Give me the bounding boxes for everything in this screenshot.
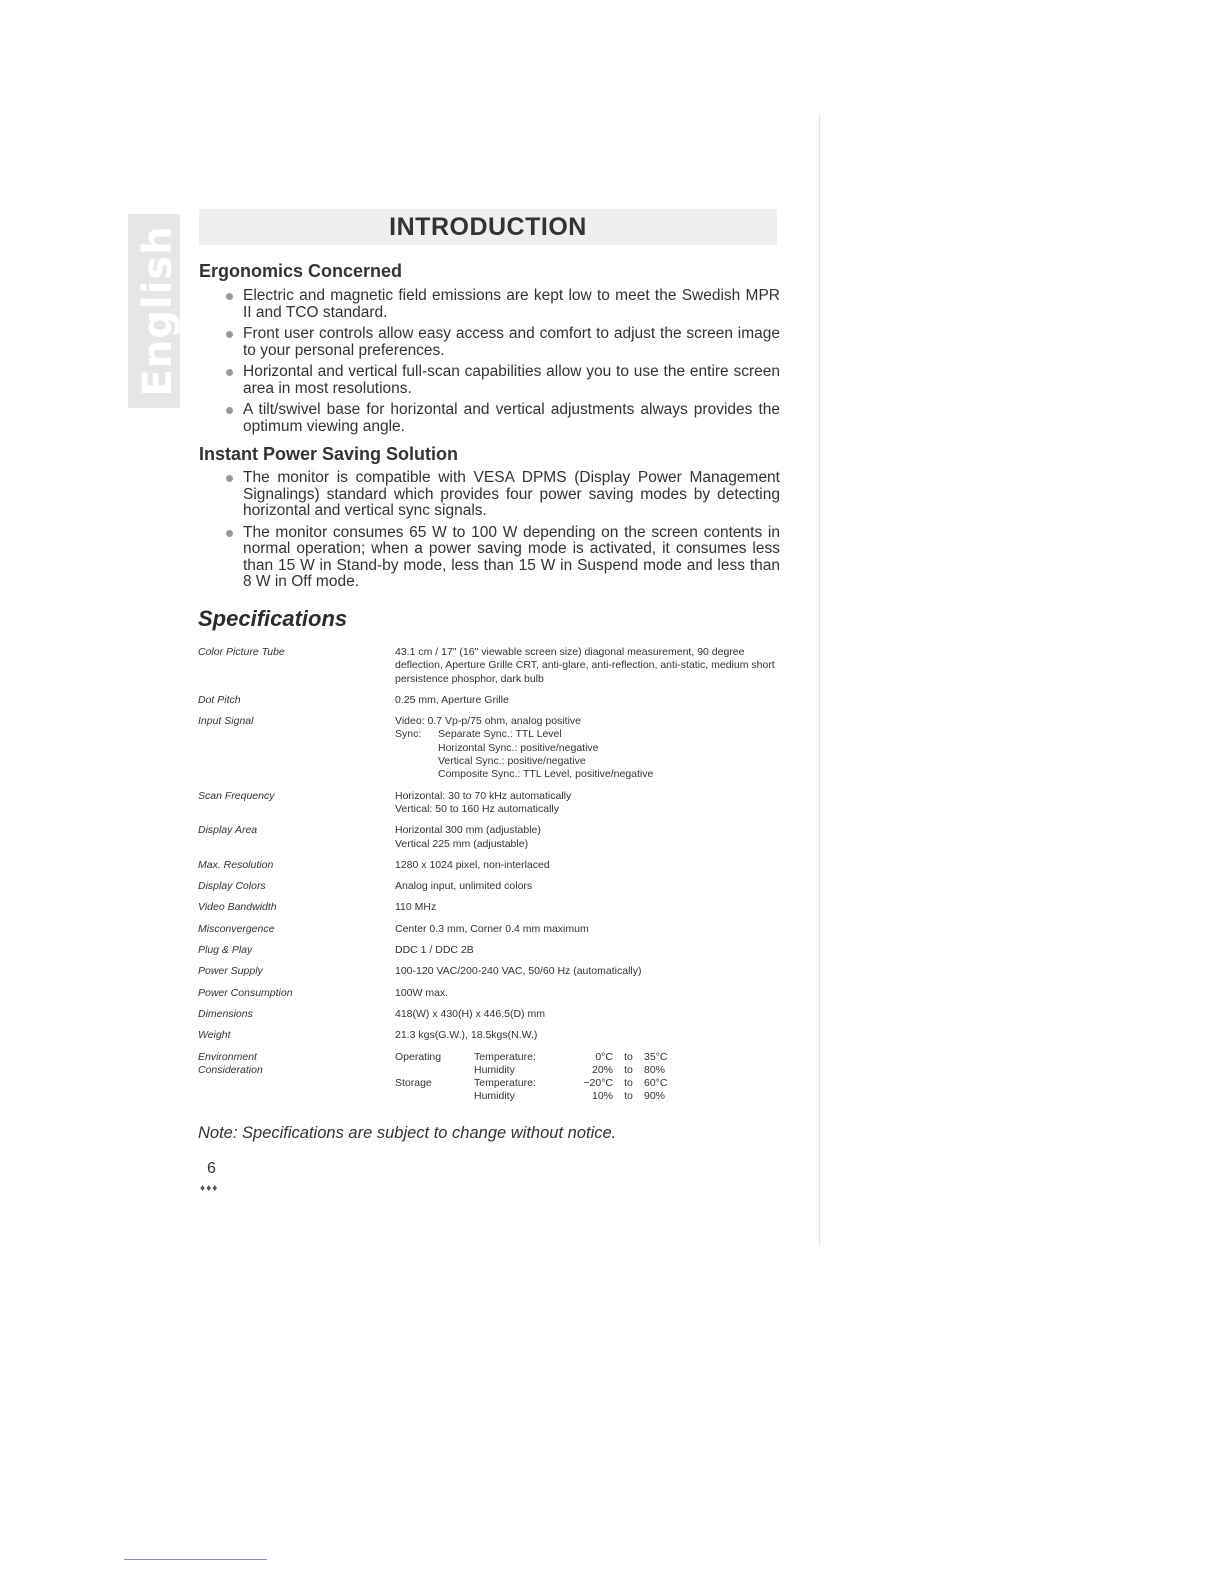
list-item: Horizontal and vertical full-scan capabilities allow you to use the entire screen area in most resolutions. — [224, 364, 780, 397]
spec-row-dimensions — [198, 1008, 780, 1021]
page-edge-rule — [819, 115, 820, 1245]
spec-label: Video Bandwidth — [198, 901, 277, 914]
list-item: A tilt/swivel base for horizontal and vertical adjustments always provides the optimum viewing angle. — [224, 402, 780, 435]
spec-label: Color Picture Tube — [198, 646, 285, 658]
environment-cell: 0°C — [595, 1050, 613, 1063]
spec-row-input-signal — [198, 715, 780, 781]
spec-label: Max. Resolution — [198, 858, 274, 871]
spec-value: DDC 1 / DDC 2B — [395, 944, 474, 957]
sync-grid: Sync: Separate Sync.: TTL Level Horizontal Sync.: positive/negative Vertical Sync.: positive/negative Composite Sync.: TTL Level, positive/negative — [395, 728, 654, 781]
spec-value: Video: 0.7 Vp-p/75 ohm, analog positive Sync: Separate Sync.: TTL Level Horizontal Sync.: positive/negative Vertical Sync.: positive/negative Composite Sync.: TTL Level, positive/negative — [395, 715, 780, 781]
environment-cell: 90% — [644, 1090, 666, 1103]
spec-value: Center 0.3 mm, Corner 0.4 mm maximum — [395, 922, 589, 935]
spec-label: Display Area — [198, 824, 258, 837]
spec-label: Dimensions — [198, 1007, 253, 1020]
environment-cell: 60°C — [644, 1077, 668, 1090]
environment-cell: Humidity — [474, 1090, 515, 1103]
spec-row-display-colors — [198, 880, 780, 893]
environment-cell: 35°C — [644, 1050, 668, 1063]
power-saving-list — [224, 470, 780, 596]
spec-value: Horizontal: 30 to 70 kHz automatically Vertical: 50 to 160 Hz automatically — [395, 789, 572, 815]
environment-cell: −20°C — [583, 1077, 613, 1090]
ergonomics-list — [224, 288, 780, 440]
specifications-heading: Specifications — [198, 606, 348, 631]
spec-row-picture-tube — [198, 646, 780, 686]
spec-value: 100-120 VAC/200-240 VAC, 50/60 Hz (automatically) — [395, 965, 642, 978]
environment-cell: Temperature: — [474, 1077, 536, 1090]
section-heading-power-saving: Instant Power Saving Solution — [199, 444, 459, 464]
spec-row-dot-pitch — [198, 694, 780, 707]
spec-label: Display Colors — [198, 880, 266, 893]
list-item: The monitor is compatible with VESA DPMS (Display Power Management Signalings) standard which provides four power saving modes by detecting horizontal and vertical sync signals. — [224, 470, 780, 520]
environment-cell: Operating — [395, 1050, 442, 1063]
spec-row-weight — [198, 1029, 780, 1042]
spec-label: Plug & Play — [198, 944, 253, 957]
list-item: The monitor consumes 65 W to 100 W depending on the screen contents in normal operation; when a power saving mode is activated, it consumes less than 15 W in Stand-by mode, less than 15 W in Suspend mode and less than 8 W in Off mode. — [224, 525, 780, 591]
list-item: Electric and magnetic field emissions are kept low to meet the Swedish MPR II and TCO standard. — [224, 288, 780, 321]
spec-value: 418(W) x 430(H) x 446.5(D) mm — [395, 1007, 545, 1020]
spec-label: Environment Consideration — [198, 1050, 263, 1076]
spec-row-power-consumption — [198, 987, 780, 1000]
spec-value: Analog input, unlimited colors — [395, 880, 533, 893]
environment-cell: to — [624, 1090, 633, 1103]
environment-cell: Storage — [395, 1077, 432, 1090]
page-title: INTRODUCTION — [389, 212, 587, 241]
environment-grid — [395, 1051, 780, 1104]
spec-value: 21.3 kgs(G.W.), 18.5kgs(N.W.) — [395, 1029, 538, 1042]
spec-row-video-bandwidth — [198, 901, 780, 914]
specifications-note: Note: Specifications are subject to change without notice. — [198, 1124, 617, 1142]
spec-value: 43.1 cm / 17" (16" viewable screen size) diagonal measurement, 90 degree deflection, Aperture Grille CRT, anti-glare, anti-reflection, anti-static, medium short persistence phosphor, dark bulb — [395, 646, 775, 685]
list-item: Front user controls allow easy access and comfort to adjust the screen image to your personal preferences. — [224, 326, 780, 359]
spec-value: 0.25 mm, Aperture Grille — [395, 693, 509, 706]
spec-label: Scan Frequency — [198, 789, 275, 802]
spec-value: 1280 x 1024 pixel, non-interlaced — [395, 858, 550, 871]
environment-cell: to — [624, 1050, 633, 1063]
spec-row-scan-frequency — [198, 790, 780, 817]
spec-label: Input Signal — [198, 715, 254, 728]
spec-value: 110 MHz — [395, 901, 437, 914]
spec-row-power-supply — [198, 965, 780, 978]
spec-label: Power Consumption — [198, 986, 293, 999]
spec-value — [395, 1051, 780, 1104]
spec-label: Dot Pitch — [198, 693, 241, 706]
specifications-table — [198, 646, 780, 1112]
environment-cell: 80% — [644, 1063, 666, 1076]
environment-cell — [395, 1090, 474, 1103]
spec-value: Horizontal 300 mm (adjustable) Vertical 225 mm (adjustable) — [395, 824, 541, 850]
spec-value: 100W max. — [395, 986, 449, 999]
spec-label: Misconvergence — [198, 922, 275, 935]
spec-row-plug-and-play — [198, 944, 780, 957]
environment-cell: to — [624, 1063, 633, 1076]
environment-cell: 10% — [591, 1090, 613, 1103]
environment-cell: Temperature: — [474, 1050, 536, 1063]
environment-cell: to — [624, 1077, 633, 1090]
spec-row-environment — [198, 1051, 780, 1104]
page-number: 6 — [207, 1160, 216, 1177]
environment-cell — [395, 1064, 474, 1077]
spec-row-misconvergence — [198, 923, 780, 936]
bottom-rule — [124, 1559, 267, 1560]
section-heading-ergonomics: Ergonomics Concerned — [199, 261, 403, 281]
spec-label: Weight — [198, 1029, 231, 1042]
language-tab-label: English — [135, 225, 181, 397]
page-ornament: ♦♦♦ — [200, 1183, 219, 1194]
spec-row-display-area — [198, 824, 780, 851]
spec-row-max-resolution — [198, 859, 780, 872]
title-band — [199, 209, 777, 245]
environment-cell: Humidity — [474, 1063, 515, 1076]
environment-cell: 20% — [591, 1063, 613, 1076]
spec-label: Power Supply — [198, 965, 263, 978]
